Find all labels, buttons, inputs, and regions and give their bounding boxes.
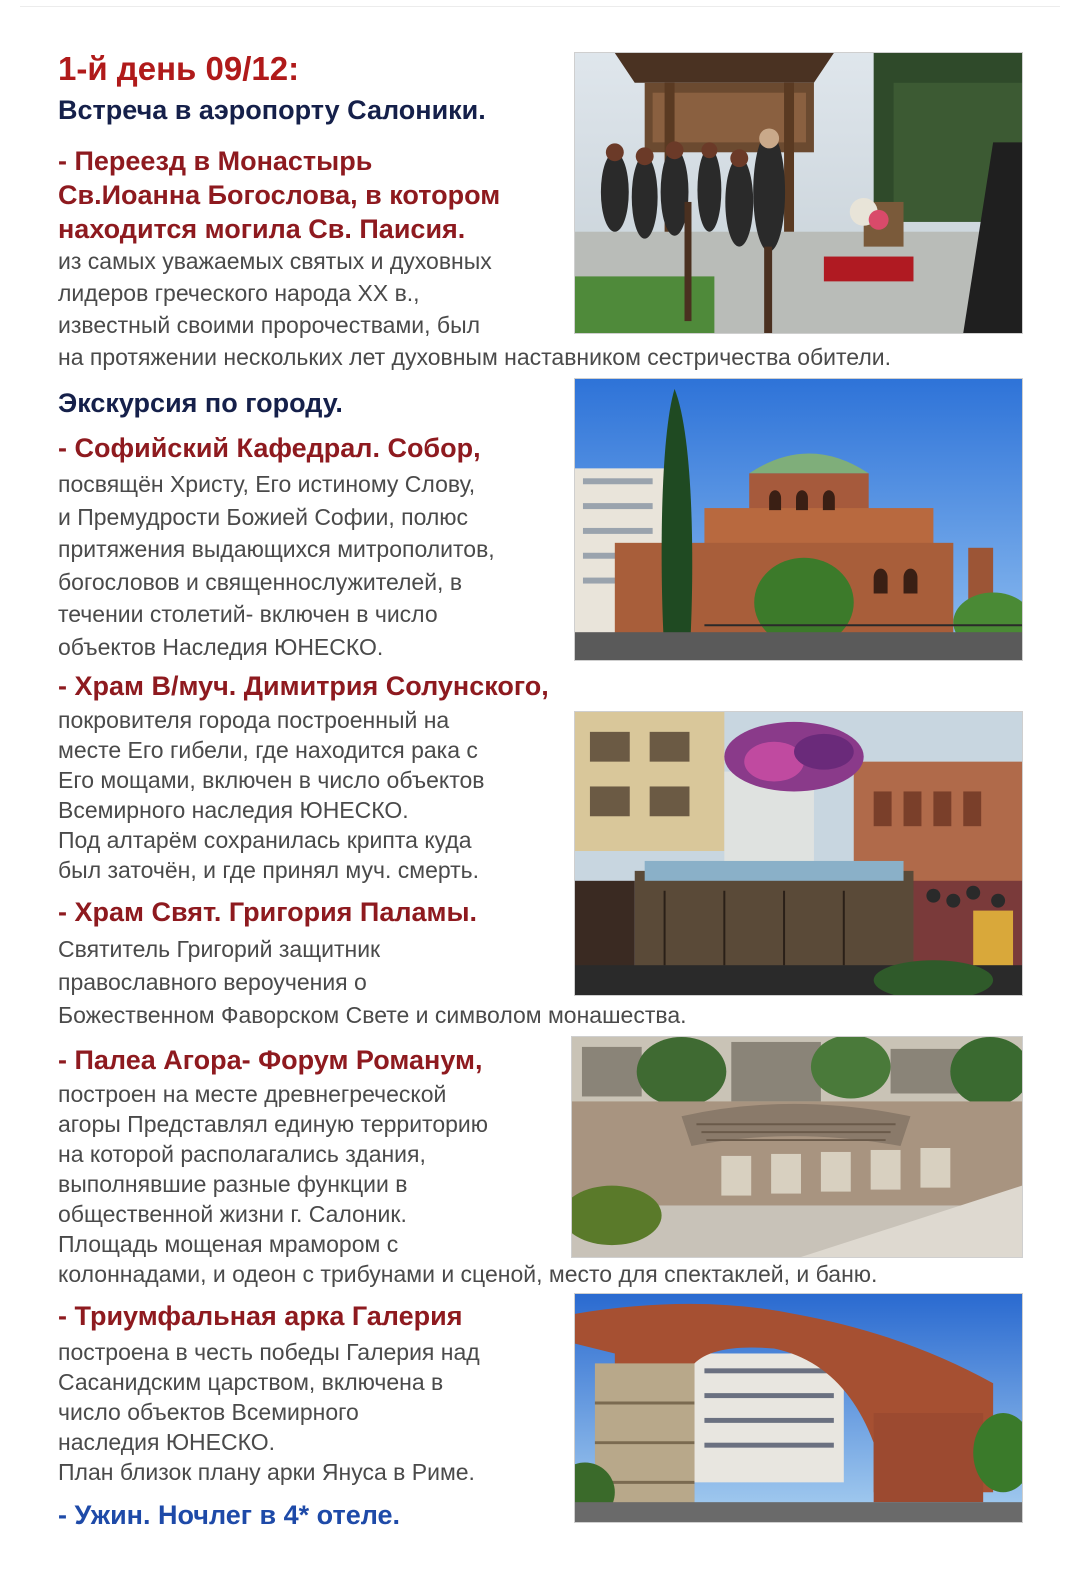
top-divider <box>20 6 1060 7</box>
sofia-text-line: и Премудрости Божией Софии, полюс <box>58 503 469 530</box>
arch-text-line: План близок плану арки Януса в Риме. <box>58 1459 475 1485</box>
monastery-text-line: из самых уважаемых святых и духовных <box>58 248 492 274</box>
saint-demetrios-reliquary-photo <box>574 711 1023 996</box>
sofia-text-line: богословов и священнослужителей, в <box>58 568 463 595</box>
arch-heading: - Триумфальная арка Галерия <box>58 1301 463 1331</box>
dimitrios-heading: - Храм В/муч. Димитрия Солунского, <box>58 671 549 701</box>
roman-forum-ruins-photo <box>571 1036 1023 1258</box>
dinner-heading: - Ужин. Ночлег в 4* отеле. <box>58 1500 401 1530</box>
dimitrios-text-line: Всемирного наследия ЮНЕСКО. <box>58 797 409 823</box>
agora-text-line: выполнявшие разные функции в <box>58 1171 408 1197</box>
monastery-text-line: на протяжении нескольких лет духовным наставником сестричества обители. <box>58 344 891 370</box>
arch-text-line: построена в честь победы Галерия над <box>58 1339 480 1365</box>
monastery-heading-line: находится могила Св. Паисия. <box>58 214 466 244</box>
monastery-heading <box>58 144 500 246</box>
monastery-grave-photo <box>574 52 1023 334</box>
dimitrios-text <box>58 705 485 885</box>
palamas-text-line: православного вероучения о <box>58 969 367 995</box>
dimitrios-text-line: месте Его гибели, где находится рака с <box>58 737 478 763</box>
dimitrios-text-line: Его мощами, включен в число объектов <box>58 767 485 793</box>
monastery-heading-line: - Переезд в Монастырь <box>58 146 373 176</box>
sofia-text-line: течении столетий- включен в число <box>58 601 438 627</box>
sofia-text <box>58 468 495 663</box>
agora-text-line: на которой располагались здания, <box>58 1141 426 1167</box>
arch-text-line: Сасанидским царством, включена в <box>58 1369 444 1395</box>
day-title: 1-й день 09/12: <box>58 50 300 87</box>
agora-text-line: агоры Представлял единую территорию <box>58 1111 489 1137</box>
palamas-text-line: Божественном Фаворском Свете и символом монашества. <box>58 1002 687 1028</box>
monastery-text-line: лидеров греческого народа XX в., <box>58 280 420 306</box>
hagia-sophia-church-photo <box>574 378 1023 661</box>
sofia-text-line: посвящён Христу, Его истиному Слову, <box>58 471 476 497</box>
excursion-heading: Экскурсия по городу. <box>58 388 343 418</box>
palamas-text-line: Святитель Григорий защитник <box>58 936 381 962</box>
agora-text-line: построен на месте древнегреческой <box>58 1081 447 1107</box>
agora-heading: - Палеа Агора- Форум Романум, <box>58 1045 483 1075</box>
arrival-heading: Встреча в аэропорту Салоники. <box>58 95 486 125</box>
dimitrios-text-line: Под алтарём сохранилась крипта куда <box>58 827 472 853</box>
monastery-text-line: известный своими пророчествами, был <box>58 312 481 338</box>
arch-text-line: наследия ЮНЕСКО. <box>58 1429 276 1455</box>
agora-text-line: общественной жизни г. Салоник. <box>58 1201 407 1227</box>
dimitrios-text-line: покровителя города построенный на <box>58 707 450 733</box>
arch-of-galerius-photo <box>574 1293 1023 1523</box>
sofia-heading: - Софийский Кафедрал. Собор, <box>58 433 481 463</box>
sofia-text-line: объектов Наследия ЮНЕСКО. <box>58 633 384 660</box>
dimitrios-text-line: был заточён, и где принял муч. смерть. <box>58 857 480 883</box>
arch-text-line: число объектов Всемирного <box>58 1399 359 1425</box>
agora-text-line: колоннадами, и одеон с трибунами и сценой, место для спектаклей, и баню. <box>58 1261 878 1287</box>
palamas-heading: - Храм Свят. Григория Паламы. <box>58 897 478 927</box>
sofia-text-line: притяжения выдающихся митрополитов, <box>58 536 495 562</box>
monastery-heading-line: Св.Иоанна Богослова, в котором <box>58 180 501 210</box>
arch-text <box>58 1337 480 1487</box>
agora-text-line: Площадь мощеная мрамором с <box>58 1231 399 1257</box>
